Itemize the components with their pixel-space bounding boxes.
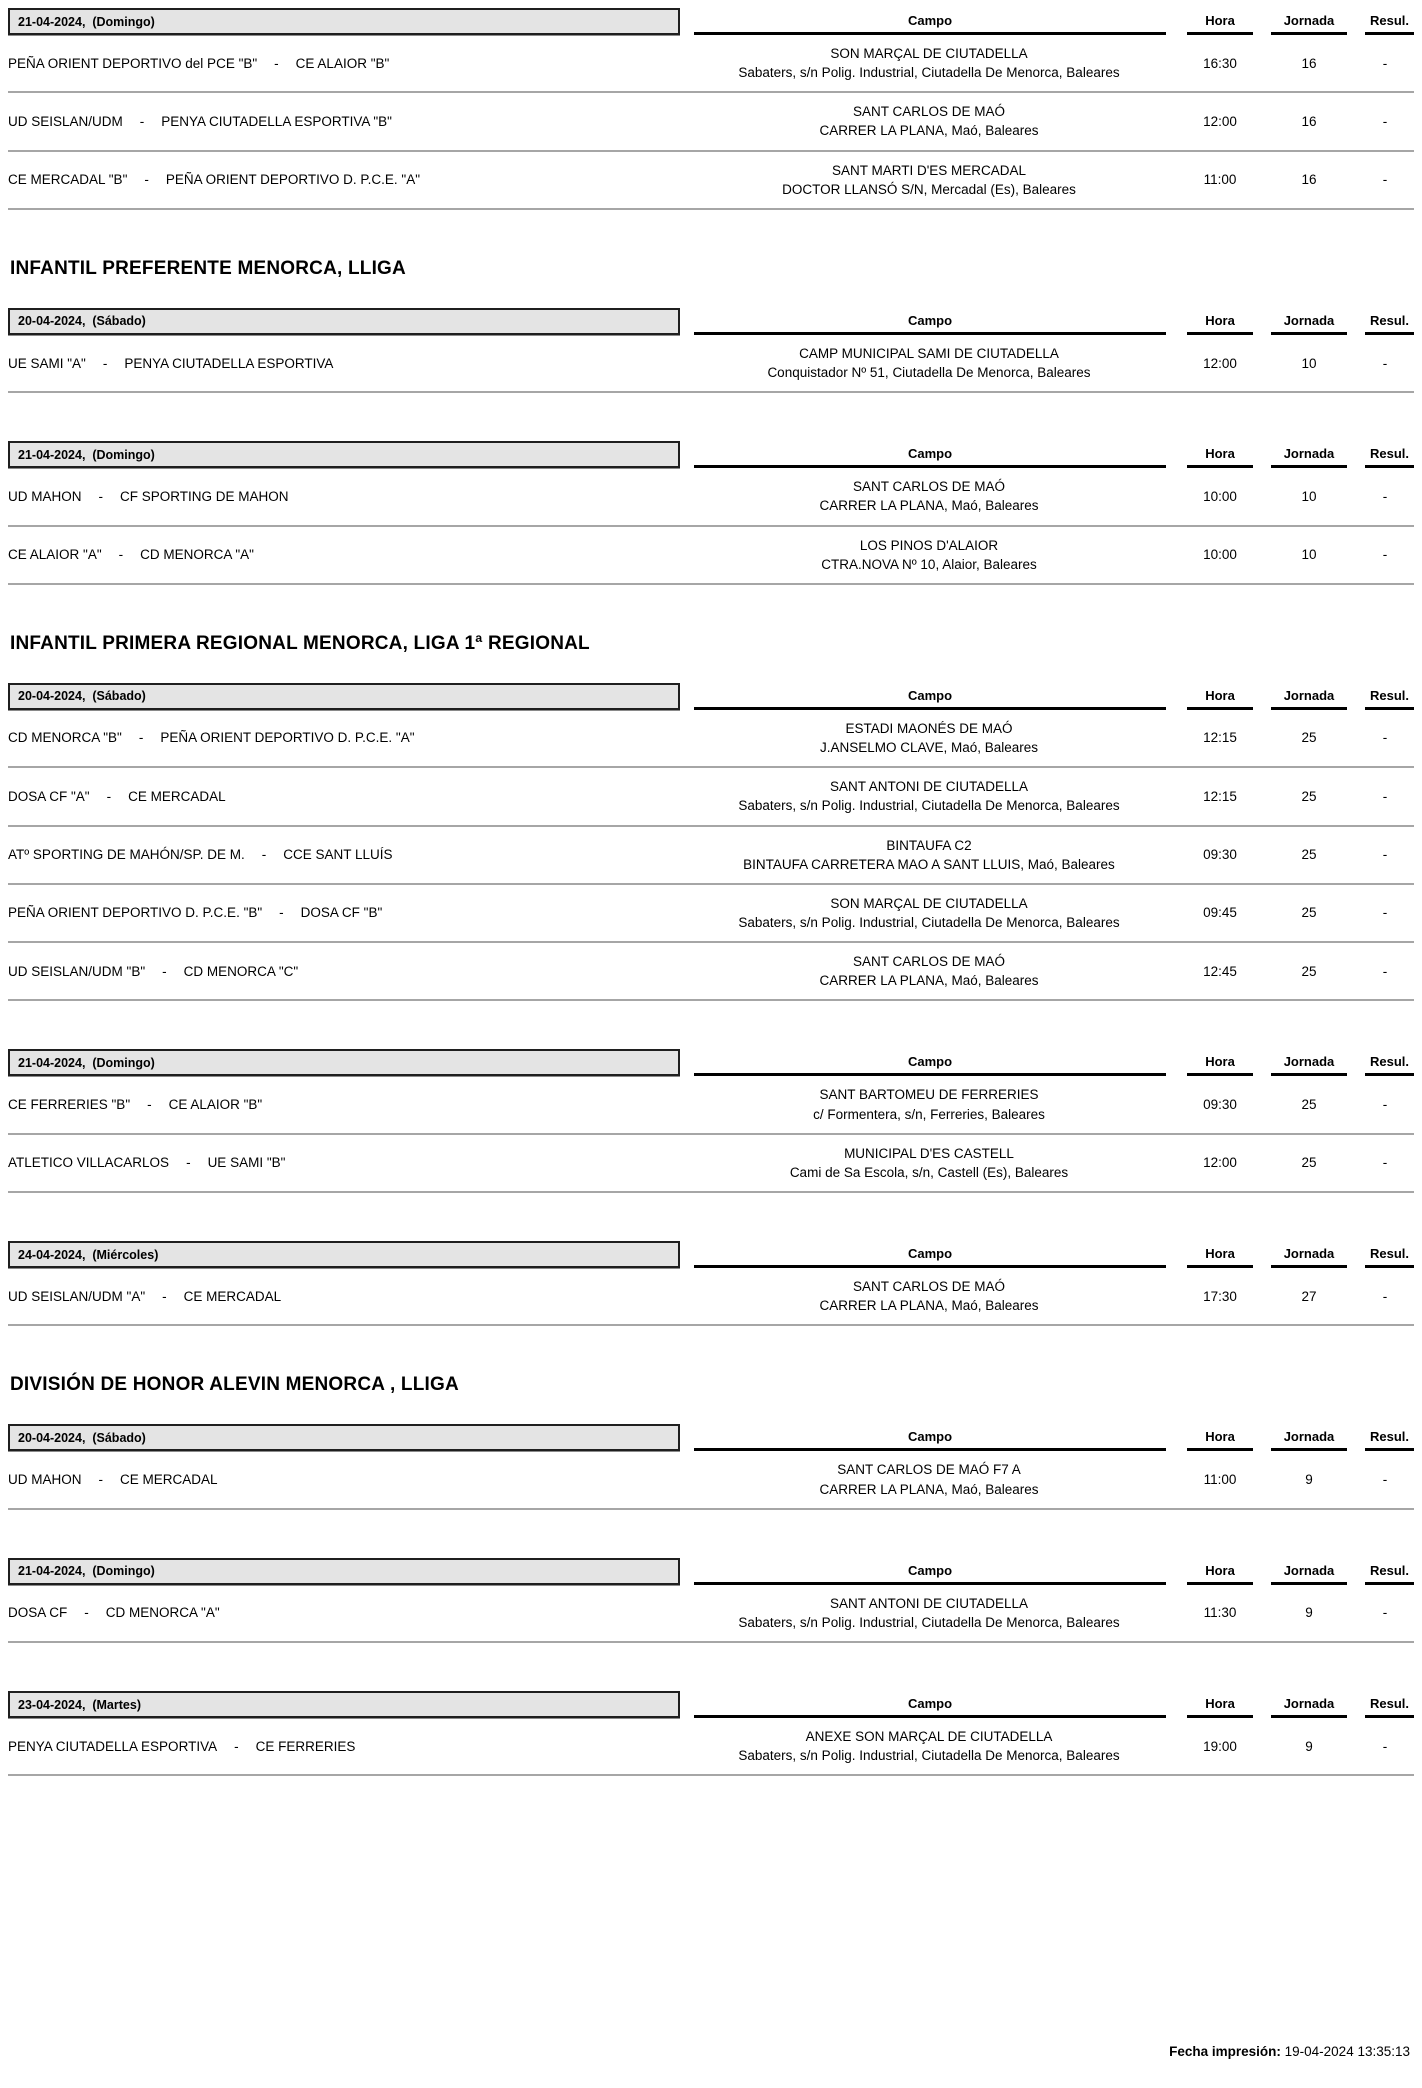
match-row	[8, 35, 1414, 93]
match-round: 25	[1301, 1097, 1317, 1113]
match-result: -	[1382, 963, 1388, 979]
column-header-jornada: Jornada	[1271, 688, 1347, 710]
match-result: -	[1382, 55, 1388, 71]
match-venue	[680, 894, 1178, 932]
column-header-resul: Resul.	[1365, 313, 1414, 335]
column-header-campo: Campo	[694, 1563, 1166, 1585]
match-time: 11:00	[1203, 1471, 1237, 1487]
column-header-campo: Campo	[694, 1696, 1166, 1718]
home-team: DOSA CF	[8, 1605, 68, 1621]
date-group	[8, 1691, 1414, 1776]
print-date	[1154, 2029, 1410, 2074]
match-round: 25	[1301, 730, 1317, 746]
match-teams	[8, 545, 680, 564]
teams-separator: -	[138, 730, 144, 746]
home-team: UD MAHON	[8, 1471, 82, 1487]
match-round: 25	[1301, 1155, 1317, 1171]
date-group	[8, 308, 1414, 393]
date-group	[8, 1241, 1414, 1326]
group-header-row	[8, 308, 1414, 335]
match-result: -	[1382, 547, 1388, 563]
venue-address: CARRER LA PLANA, Maó, Baleares	[819, 1481, 1039, 1497]
away-team: CE ALAIOR "B"	[295, 55, 390, 71]
column-header-resul: Resul.	[1365, 1246, 1414, 1268]
match-teams	[8, 1287, 680, 1306]
date-header-box	[8, 1691, 680, 1718]
venue-address: CARRER LA PLANA, Maó, Baleares	[819, 1298, 1039, 1314]
teams-separator: -	[98, 1471, 103, 1487]
column-header-resul: Resul.	[1365, 446, 1414, 468]
date-header-box	[8, 1424, 680, 1451]
teams-separator: -	[102, 355, 108, 371]
away-team: CF SPORTING DE MAHON	[120, 488, 289, 504]
away-team: CE MERCADAL	[128, 788, 226, 804]
match-round: 16	[1301, 172, 1317, 188]
column-header-hora: Hora	[1187, 313, 1253, 335]
venue-address: Sabaters, s/n Polig. Industrial, Ciutadella De Menorca, Baleares	[738, 1748, 1120, 1764]
match-time: 11:00	[1203, 172, 1237, 188]
home-team: PEÑA ORIENT DEPORTIVO D. P.C.E. "B"	[8, 905, 263, 921]
match-time: 10:00	[1203, 547, 1237, 563]
venue-address: c/ Formentera, s/n, Ferreries, Baleares	[813, 1106, 1045, 1122]
column-header-resul: Resul.	[1365, 1563, 1414, 1585]
match-row	[8, 827, 1414, 885]
match-round: 25	[1301, 905, 1317, 921]
match-venue	[680, 1277, 1178, 1315]
match-time: 12:15	[1203, 730, 1237, 746]
match-teams	[8, 170, 680, 189]
match-teams	[8, 1153, 680, 1172]
match-venue	[680, 102, 1178, 140]
match-rows	[8, 35, 1414, 210]
venue-name: SANT MARTI D'ES MERCADAL	[831, 162, 1027, 178]
column-header-campo: Campo	[694, 1246, 1166, 1268]
match-time: 10:00	[1203, 488, 1237, 504]
group-header-row	[8, 441, 1414, 468]
match-row	[8, 1585, 1414, 1643]
date-header-box	[8, 1558, 680, 1585]
date-label: 21-04-2024, (Domingo)	[18, 447, 155, 462]
date-header-box	[8, 8, 680, 35]
away-team: UE SAMI "B"	[207, 1155, 286, 1171]
match-result: -	[1382, 1155, 1388, 1171]
column-header-jornada: Jornada	[1271, 1696, 1347, 1718]
match-time: 12:00	[1203, 1155, 1237, 1171]
match-rows	[8, 1451, 1414, 1509]
competition-section	[8, 633, 1414, 1327]
column-header-campo: Campo	[694, 688, 1166, 710]
match-row	[8, 468, 1414, 526]
match-teams	[8, 1470, 680, 1489]
match-result: -	[1382, 488, 1388, 504]
venue-address: Cami de Sa Escola, s/n, Castell (Es), Baleares	[789, 1164, 1069, 1180]
column-header-resul: Resul.	[1365, 13, 1414, 35]
match-teams	[8, 487, 680, 506]
venue-name: BINTAUFA C2	[886, 837, 972, 853]
match-teams	[8, 787, 680, 806]
group-header-row	[8, 1691, 1414, 1718]
match-venue	[680, 477, 1178, 515]
column-header-hora: Hora	[1187, 1246, 1253, 1268]
match-result: -	[1382, 355, 1388, 371]
group-header-row	[8, 8, 1414, 35]
match-venue	[680, 1460, 1178, 1498]
match-venue	[680, 1727, 1178, 1765]
venue-address: J.ANSELMO CLAVE, Maó, Baleares	[819, 740, 1039, 756]
home-team: CE ALAIOR "A"	[8, 547, 102, 563]
away-team: CE FERRERIES	[255, 1738, 356, 1754]
match-row	[8, 885, 1414, 943]
group-header-row	[8, 1558, 1414, 1585]
print-date-value: 19-04-2024 13:35:13	[1280, 2044, 1410, 2059]
competition-groups	[8, 8, 1414, 210]
competition-title: DIVISIÓN DE HONOR ALEVIN MENORCA , LLIGA	[10, 1374, 459, 1396]
date-group	[8, 441, 1414, 585]
match-result: -	[1382, 1288, 1388, 1304]
venue-name: SANT CARLOS DE MAÓ	[852, 1279, 1006, 1295]
home-team: CD MENORCA "B"	[8, 730, 122, 746]
venue-name: MUNICIPAL D'ES CASTELL	[844, 1145, 1014, 1161]
match-venue	[680, 1144, 1178, 1182]
teams-separator: -	[162, 1288, 167, 1304]
competition-groups	[8, 308, 1414, 585]
match-result: -	[1382, 1605, 1388, 1621]
teams-separator: -	[261, 847, 267, 863]
column-header-resul: Resul.	[1365, 1054, 1414, 1076]
match-teams	[8, 962, 680, 981]
date-header-box	[8, 683, 680, 710]
match-rows	[8, 1076, 1414, 1193]
away-team: CD MENORCA "A"	[105, 1605, 220, 1621]
match-row	[8, 943, 1414, 1001]
match-result: -	[1382, 788, 1388, 804]
away-team: PENYA CIUTADELLA ESPORTIVA	[124, 355, 334, 371]
column-header-hora: Hora	[1187, 1054, 1253, 1076]
match-time: 12:45	[1203, 963, 1237, 979]
match-venue	[680, 161, 1178, 199]
match-venue	[680, 719, 1178, 757]
away-team: CD MENORCA "A"	[140, 547, 254, 563]
match-round: 16	[1301, 113, 1317, 129]
match-teams	[8, 354, 680, 373]
column-header-hora: Hora	[1187, 688, 1253, 710]
home-team: ATLETICO VILLACARLOS	[8, 1155, 170, 1171]
teams-separator: -	[162, 963, 167, 979]
match-round: 9	[1305, 1605, 1313, 1621]
date-header-box	[8, 308, 680, 335]
match-teams	[8, 1095, 680, 1114]
venue-address: Sabaters, s/n Polig. Industrial, Ciutadella De Menorca, Baleares	[738, 65, 1120, 81]
venue-name: SON MARÇAL DE CIUTADELLA	[830, 895, 1028, 911]
date-label: 20-04-2024, (Sábado)	[18, 1430, 146, 1445]
teams-separator: -	[279, 905, 284, 921]
venue-address: Conquistador Nº 51, Ciutadella De Menorca, Baleares	[767, 365, 1091, 381]
competition-title: INFANTIL PRIMERA REGIONAL MENORCA, LIGA 1ª REGIONAL	[10, 632, 590, 654]
group-header-row	[8, 1241, 1414, 1268]
date-label: 20-04-2024, (Sábado)	[18, 689, 146, 704]
match-row	[8, 335, 1414, 393]
match-result: -	[1382, 847, 1388, 863]
date-group	[8, 1558, 1414, 1643]
away-team: PENYA CIUTADELLA ESPORTIVA "B"	[161, 113, 392, 129]
match-row	[8, 1076, 1414, 1134]
match-venue	[680, 1085, 1178, 1123]
away-team: PEÑA ORIENT DEPORTIVO D. P.C.E. "A"	[160, 730, 415, 746]
match-result: -	[1382, 905, 1388, 921]
group-header-row	[8, 683, 1414, 710]
away-team: PEÑA ORIENT DEPORTIVO D. P.C.E. "A"	[165, 172, 421, 188]
match-round: 9	[1305, 1471, 1313, 1487]
venue-name: SANT CARLOS DE MAÓ F7 A	[837, 1462, 1021, 1478]
match-round: 16	[1301, 55, 1317, 71]
match-result: -	[1382, 730, 1388, 746]
teams-separator: -	[234, 1738, 239, 1754]
match-rows	[8, 1718, 1414, 1776]
column-header-campo: Campo	[694, 446, 1166, 468]
column-header-resul: Resul.	[1365, 688, 1414, 710]
group-header-row	[8, 1424, 1414, 1451]
match-teams	[8, 728, 680, 747]
match-row	[8, 152, 1414, 210]
column-header-resul: Resul.	[1365, 1429, 1414, 1451]
match-teams	[8, 903, 680, 922]
teams-separator: -	[84, 1605, 89, 1621]
match-result: -	[1382, 1471, 1388, 1487]
venue-name: SANT CARLOS DE MAÓ	[852, 479, 1006, 495]
away-team: CCE SANT LLUÍS	[283, 847, 393, 863]
date-label: 21-04-2024, (Domingo)	[18, 1564, 155, 1579]
match-rows	[8, 468, 1414, 585]
venue-address: Sabaters, s/n Polig. Industrial, Ciutadella De Menorca, Baleares	[738, 1614, 1120, 1630]
match-round: 10	[1301, 547, 1317, 563]
match-round: 25	[1301, 788, 1317, 804]
teams-separator: -	[147, 1097, 152, 1113]
date-group	[8, 8, 1414, 210]
home-team: PEÑA ORIENT DEPORTIVO del PCE "B"	[8, 55, 258, 71]
match-result: -	[1382, 1738, 1388, 1754]
match-round: 9	[1305, 1738, 1313, 1754]
group-header-row	[8, 1049, 1414, 1076]
teams-separator: -	[106, 788, 112, 804]
match-venue	[680, 344, 1178, 382]
match-venue	[680, 536, 1178, 574]
teams-separator: -	[139, 113, 145, 129]
home-team: UD SEISLAN/UDM "A"	[8, 1288, 146, 1304]
match-row	[8, 1135, 1414, 1193]
venue-name: CAMP MUNICIPAL SAMI DE CIUTADELLA	[799, 345, 1059, 361]
column-header-hora: Hora	[1187, 1696, 1253, 1718]
match-teams	[8, 54, 680, 73]
match-round: 10	[1301, 355, 1317, 371]
match-time: 12:15	[1203, 788, 1237, 804]
match-time: 16:30	[1203, 55, 1237, 71]
column-header-campo: Campo	[694, 13, 1166, 35]
venue-name: SANT ANTONI DE CIUTADELLA	[829, 1595, 1029, 1611]
away-team: CD MENORCA "C"	[183, 963, 299, 979]
date-group	[8, 1424, 1414, 1509]
venue-name: LOS PINOS D'ALAIOR	[859, 537, 999, 553]
date-label: 21-04-2024, (Domingo)	[18, 14, 155, 29]
home-team: CE MERCADAL "B"	[8, 172, 128, 188]
match-time: 12:00	[1203, 355, 1237, 371]
match-teams	[8, 1737, 680, 1756]
competition-section	[8, 8, 1414, 210]
teams-separator: -	[144, 172, 149, 188]
teams-separator: -	[98, 488, 103, 504]
venue-name: ANEXE SON MARÇAL DE CIUTADELLA	[805, 1729, 1053, 1744]
match-venue	[680, 44, 1178, 82]
match-result: -	[1382, 1097, 1388, 1113]
venue-address: DOCTOR LLANSÓ S/N, Mercadal (Es), Baleares	[782, 181, 1076, 197]
venue-name: ESTADI MAONÉS DE MAÓ	[845, 720, 1013, 736]
column-header-hora: Hora	[1187, 1563, 1253, 1585]
venue-address: BINTAUFA CARRETERA MAO A SANT LLUIS, Maó, Baleares	[743, 856, 1115, 872]
match-teams	[8, 1603, 680, 1622]
match-venue	[680, 1594, 1178, 1632]
match-row	[8, 768, 1414, 826]
date-label: 23-04-2024, (Martes)	[18, 1697, 141, 1712]
venue-address: CARRER LA PLANA, Maó, Baleares	[819, 123, 1039, 139]
match-row	[8, 1718, 1414, 1776]
venue-address: CARRER LA PLANA, Maó, Baleares	[819, 498, 1039, 514]
match-row	[8, 710, 1414, 768]
venue-name: SANT CARLOS DE MAÓ	[852, 104, 1006, 120]
match-result: -	[1382, 172, 1388, 188]
match-rows	[8, 1268, 1414, 1326]
home-team: ATº SPORTING DE MAHÓN/SP. DE M.	[8, 847, 245, 863]
match-round: 25	[1301, 963, 1317, 979]
match-teams	[8, 112, 680, 131]
home-team: CE FERRERIES "B"	[8, 1097, 131, 1113]
column-header-jornada: Jornada	[1271, 1563, 1347, 1585]
competition-groups	[8, 683, 1414, 1327]
match-venue	[680, 952, 1178, 990]
competition-groups	[8, 1424, 1414, 1776]
match-rows	[8, 1585, 1414, 1643]
match-row	[8, 93, 1414, 151]
column-header-hora: Hora	[1187, 446, 1253, 468]
date-group	[8, 1049, 1414, 1193]
column-header-jornada: Jornada	[1271, 313, 1347, 335]
column-header-jornada: Jornada	[1271, 446, 1347, 468]
column-header-campo: Campo	[694, 1054, 1166, 1076]
home-team: UE SAMI "A"	[8, 355, 86, 371]
home-team: UD SEISLAN/UDM	[8, 113, 123, 129]
home-team: DOSA CF "A"	[8, 788, 90, 804]
match-time: 09:30	[1203, 1097, 1237, 1113]
match-time: 09:30	[1203, 847, 1237, 863]
competition-title: INFANTIL PREFERENTE MENORCA, LLIGA	[10, 257, 406, 279]
teams-separator: -	[186, 1155, 191, 1171]
match-row	[8, 1268, 1414, 1326]
column-header-jornada: Jornada	[1271, 1054, 1347, 1076]
date-header-box	[8, 1241, 680, 1268]
date-header-box	[8, 441, 680, 468]
match-time: 17:30	[1203, 1288, 1237, 1304]
column-header-jornada: Jornada	[1271, 1246, 1347, 1268]
column-header-campo: Campo	[694, 313, 1166, 335]
venue-name: SANT CARLOS DE MAÓ	[852, 954, 1006, 970]
date-label: 21-04-2024, (Domingo)	[18, 1055, 155, 1070]
match-time: 12:00	[1203, 113, 1237, 129]
match-result: -	[1382, 113, 1388, 129]
print-date-label: Fecha impresión:	[1169, 2044, 1281, 2059]
match-time: 11:30	[1203, 1605, 1237, 1621]
home-team: UD SEISLAN/UDM "B"	[8, 963, 146, 979]
column-header-jornada: Jornada	[1271, 13, 1347, 35]
competition-section	[8, 1374, 1414, 1776]
venue-address: Sabaters, s/n Polig. Industrial, Ciutadella De Menorca, Baleares	[738, 914, 1120, 930]
match-row	[8, 527, 1414, 585]
venue-address: CTRA.NOVA Nº 10, Alaior, Baleares	[821, 556, 1037, 572]
match-rows	[8, 335, 1414, 393]
teams-separator: -	[118, 547, 124, 563]
competition-section	[8, 258, 1414, 585]
match-round: 25	[1301, 847, 1317, 863]
match-time: 09:45	[1203, 905, 1237, 921]
match-venue	[680, 836, 1178, 874]
date-header-box	[8, 1049, 680, 1076]
match-teams	[8, 845, 680, 864]
venue-address: Sabaters, s/n Polig. Industrial, Ciutadella De Menorca, Baleares	[738, 798, 1120, 814]
venue-name: SANT BARTOMEU DE FERRERIES	[819, 1087, 1039, 1103]
date-group	[8, 683, 1414, 1002]
match-round: 10	[1301, 488, 1317, 504]
match-row	[8, 1451, 1414, 1509]
away-team: CE MERCADAL	[183, 1288, 282, 1304]
home-team: UD MAHON	[8, 488, 82, 504]
venue-address: CARRER LA PLANA, Maó, Baleares	[819, 973, 1039, 989]
venue-name: SANT ANTONI DE CIUTADELLA	[829, 779, 1029, 795]
fixtures-sections	[8, 8, 1414, 1776]
venue-name: SON MARÇAL DE CIUTADELLA	[830, 46, 1028, 61]
column-header-campo: Campo	[694, 1429, 1166, 1451]
date-label: 24-04-2024, (Miércoles)	[18, 1247, 159, 1262]
column-header-jornada: Jornada	[1271, 1429, 1347, 1451]
home-team: PENYA CIUTADELLA ESPORTIVA	[8, 1738, 218, 1754]
column-header-hora: Hora	[1187, 1429, 1253, 1451]
match-time: 19:00	[1203, 1738, 1237, 1754]
match-round: 27	[1301, 1288, 1317, 1304]
away-team: DOSA CF "B"	[300, 905, 383, 921]
match-venue	[680, 777, 1178, 815]
away-team: CE MERCADAL	[120, 1471, 218, 1487]
date-label: 20-04-2024, (Sábado)	[18, 314, 146, 329]
away-team: CE ALAIOR "B"	[168, 1097, 263, 1113]
match-rows	[8, 710, 1414, 1002]
column-header-hora: Hora	[1187, 13, 1253, 35]
teams-separator: -	[274, 55, 279, 71]
column-header-resul: Resul.	[1365, 1696, 1414, 1718]
